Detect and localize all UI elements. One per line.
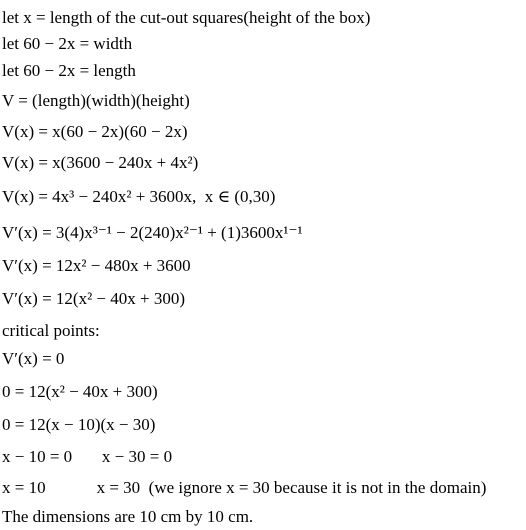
line-volume-polynomial: V(x) = 4x³ − 240x² + 3600x, x ∈ (0,30) — [2, 187, 276, 206]
line-solve-factors: x − 10 = 0 x − 30 = 0 — [2, 447, 173, 466]
line-critical-points-label: critical points: — [2, 321, 100, 340]
line-equation-factored: 0 = 12(x − 10)(x − 30) — [2, 415, 156, 434]
line-volume-formula: V = (length)(width)(height) — [2, 91, 190, 110]
line-derivative-simplified: V′(x) = 12x² − 480x + 3600 — [2, 256, 191, 275]
line-define-width: let 60 − 2x = width — [2, 34, 133, 53]
math-solution-document — [2, 0, 524, 530]
line-equation-set-zero: 0 = 12(x² − 40x + 300) — [2, 382, 158, 401]
line-derivative-equals-zero: V′(x) = 0 — [2, 349, 65, 368]
line-solutions: x = 10 x = 30 (we ignore x = 30 because it is not in the domain) — [2, 478, 487, 497]
line-volume-expanded-step: V(x) = x(3600 − 240x + 4x²) — [2, 153, 199, 172]
line-derivative-power-rule: V′(x) = 3(4)x³⁻¹ − 2(240)x²⁻¹ + (1)3600x¹⁻¹ — [2, 223, 303, 242]
line-volume-substituted: V(x) = x(60 − 2x)(60 − 2x) — [2, 122, 188, 141]
line-define-length: let 60 − 2x = length — [2, 61, 136, 80]
line-conclusion: The dimensions are 10 cm by 10 cm. — [2, 507, 254, 526]
line-define-height: let x = length of the cut-out squares(height of the box) — [2, 8, 371, 27]
line-derivative-factored: V′(x) = 12(x² − 40x + 300) — [2, 289, 185, 308]
